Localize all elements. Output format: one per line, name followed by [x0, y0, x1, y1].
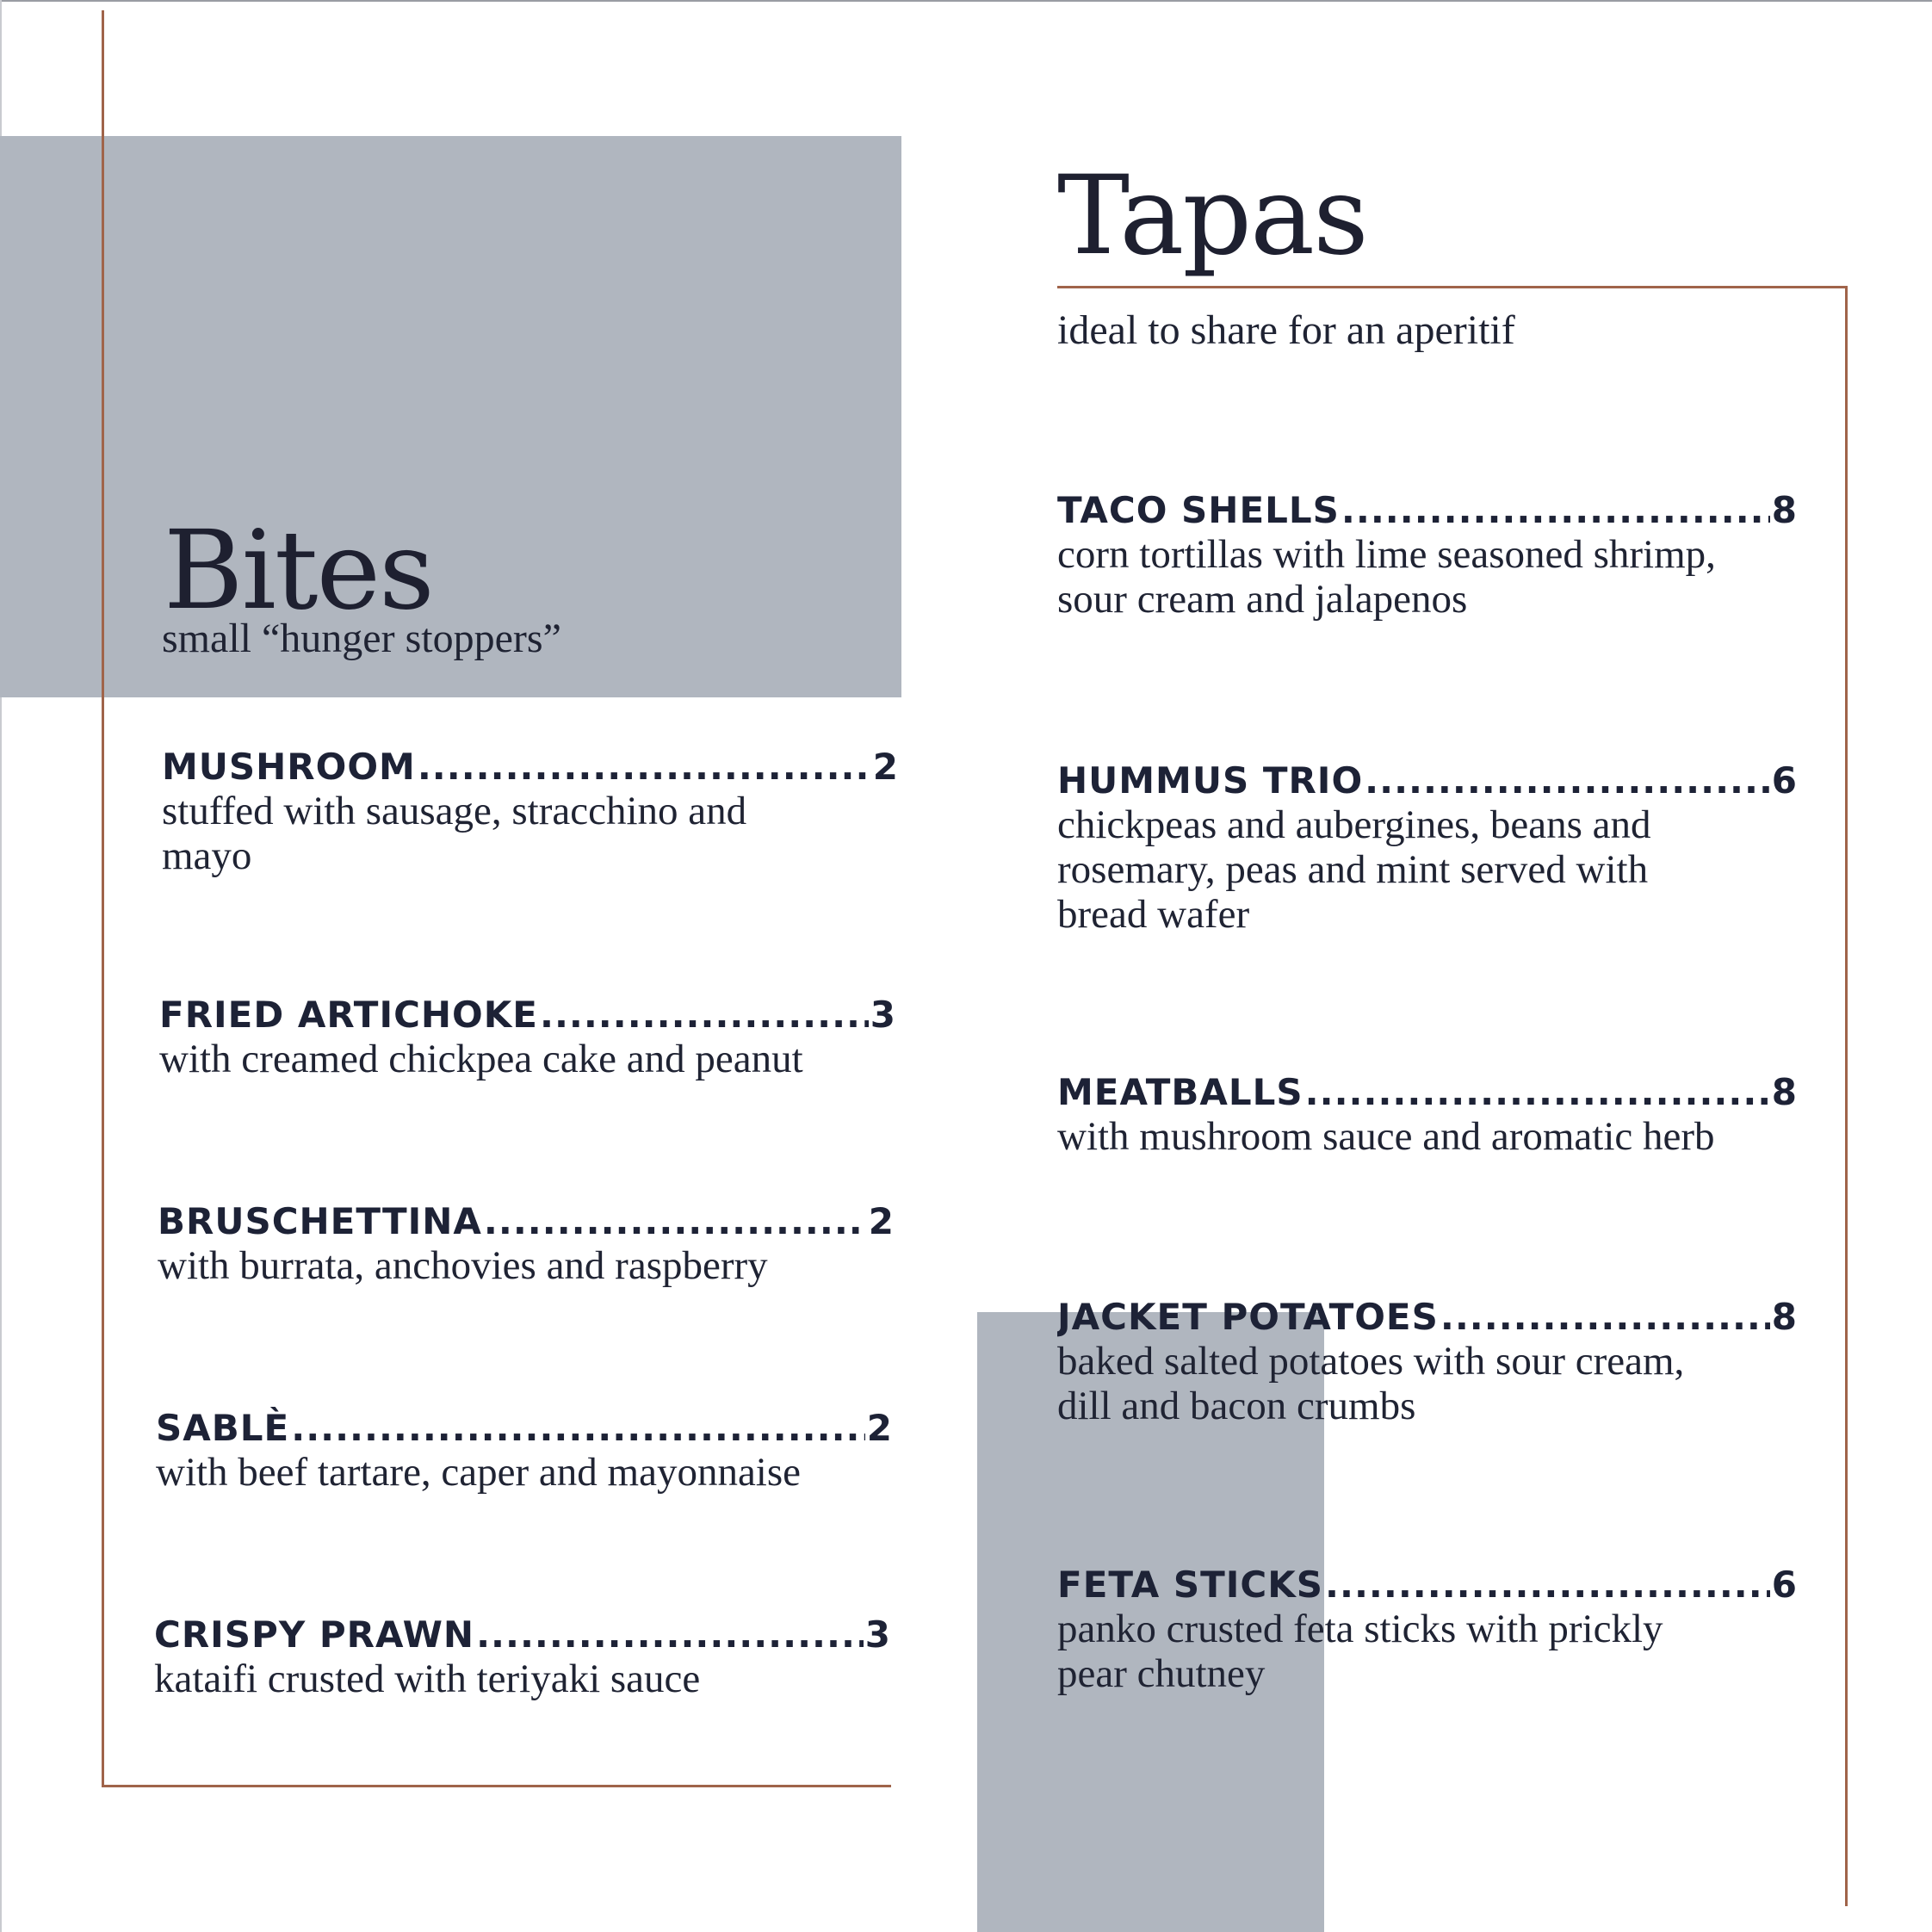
item-price: 2: [866, 1407, 893, 1449]
item-description-line: pear chutney: [1057, 1651, 1266, 1696]
item-price: 3: [870, 994, 896, 1036]
item-name: HUMMUS TRIO: [1057, 759, 1364, 802]
tapas-subtitle: ideal to share for an aperitif: [1057, 307, 1515, 353]
item-name: TACO SHELLS: [1057, 489, 1340, 531]
dot-leader: [1341, 489, 1770, 532]
item-description-line: with beef tartare, caper and mayonnaise: [156, 1450, 802, 1495]
dot-leader: [1325, 1564, 1770, 1607]
page-border-top: [0, 0, 1932, 2]
tapas-rule-horizontal: [1057, 286, 1848, 288]
item-description-line: bread wafer: [1057, 892, 1250, 937]
bites-header-block: [0, 136, 901, 697]
item-description-line: kataifi crusted with teriyaki sauce: [154, 1656, 701, 1701]
bites-rule-vertical: [102, 10, 104, 1787]
item-description-line: corn tortillas with lime seasoned shrimp,: [1057, 532, 1716, 577]
dot-leader: [484, 1200, 867, 1243]
item-description-line: baked salted potatoes with sour cream,: [1057, 1339, 1685, 1384]
item-name: MEATBALLS: [1057, 1071, 1303, 1113]
dot-leader: [476, 1613, 864, 1656]
bites-item-crispy-prawn: [154, 1613, 891, 1701]
item-name: JACKET POTATOES: [1057, 1296, 1439, 1338]
item-price: 8: [1771, 1296, 1798, 1338]
dot-leader: [1365, 759, 1770, 802]
dot-leader: [291, 1407, 865, 1450]
item-description-line: stuffed with sausage, stracchino and: [162, 789, 747, 833]
bites-item-bruschettina: [158, 1200, 895, 1288]
item-description-line: with creamed chickpea cake and peanut: [159, 1037, 803, 1081]
item-name: CRISPY PRAWN: [154, 1613, 475, 1656]
bites-item-sable: [156, 1407, 893, 1495]
item-name: SABLÈ: [156, 1407, 290, 1449]
item-name: FRIED ARTICHOKE: [159, 994, 538, 1036]
bites-item-mushroom: [162, 746, 899, 878]
item-name: BRUSCHETTINA: [158, 1200, 482, 1242]
dot-leader: [418, 746, 871, 789]
item-description-line: panko crusted feta sticks with prickly: [1057, 1607, 1663, 1651]
tapas-item-taco-shells: [1057, 489, 1798, 622]
item-description-line: dill and bacon crumbs: [1057, 1384, 1416, 1428]
item-description-line: chickpeas and aubergines, beans and: [1057, 802, 1651, 847]
tapas-item-jacket-potatoes: [1057, 1296, 1798, 1428]
dot-leader: [1440, 1296, 1770, 1339]
dot-leader: [540, 994, 869, 1037]
tapas-rule-vertical: [1845, 286, 1848, 1906]
item-price: 2: [868, 1200, 895, 1242]
item-description-line: with burrata, anchovies and raspberry: [158, 1243, 768, 1288]
item-description-line: with mushroom sauce and aromatic herb: [1057, 1114, 1715, 1159]
tapas-title: Tapas: [1057, 152, 1367, 279]
tapas-item-feta-sticks: [1057, 1564, 1798, 1696]
bites-subtitle: small “hunger stoppers”: [162, 616, 561, 661]
item-price: 3: [864, 1613, 891, 1656]
dot-leader: [1305, 1071, 1770, 1114]
item-price: 6: [1771, 1564, 1798, 1606]
item-name: FETA STICKS: [1057, 1564, 1324, 1606]
tapas-item-hummus-trio: [1057, 759, 1798, 937]
item-name: MUSHROOM: [162, 746, 416, 788]
item-price: 2: [872, 746, 899, 788]
item-description-line: rosemary, peas and mint served with: [1057, 847, 1649, 892]
item-price: 6: [1771, 759, 1798, 802]
item-price: 8: [1771, 1071, 1798, 1113]
tapas-item-meatballs: [1057, 1071, 1798, 1159]
bites-item-fried-artichoke: [159, 994, 896, 1081]
item-description-line: sour cream and jalapenos: [1057, 577, 1468, 622]
bites-rule-horizontal: [102, 1785, 891, 1787]
item-price: 8: [1771, 489, 1798, 531]
bites-title: Bites: [164, 507, 433, 634]
item-description-line: mayo: [162, 833, 252, 878]
